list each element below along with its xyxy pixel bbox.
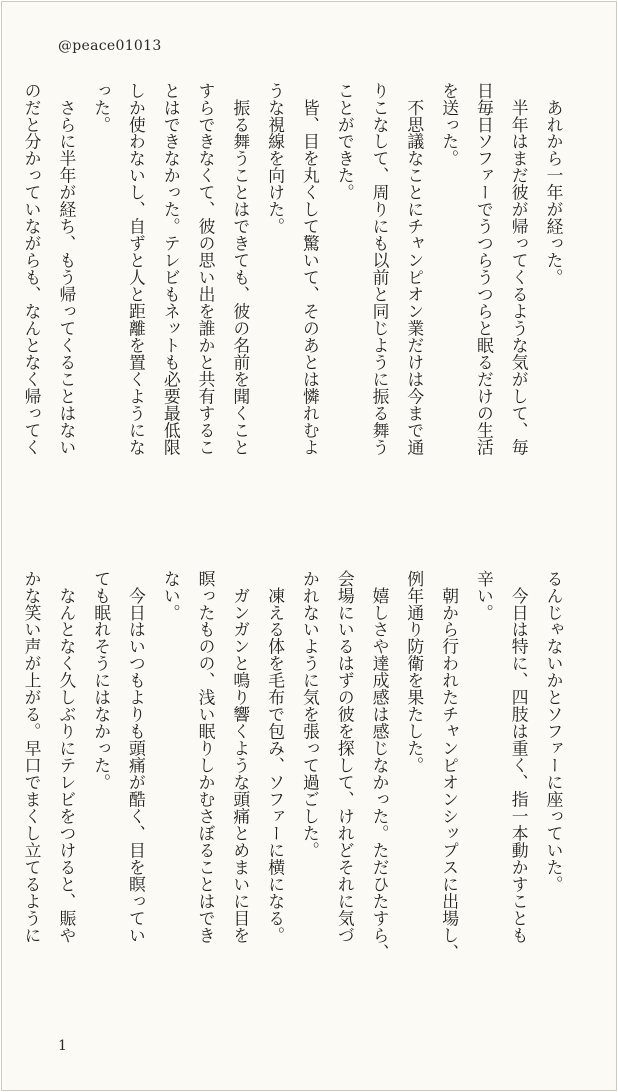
text-line: りこなして、周りにも以前と同じように振る舞う — [370, 82, 391, 456]
text-line: 会場にいるはずの彼を探して、けれどそれに気づ — [335, 570, 356, 944]
text-line: かれないように気を張って過ごした。 — [300, 570, 321, 859]
text-line: うな視線を向けた。 — [265, 82, 286, 235]
text-line: 不思議なことにチャンピオン業だけは今まで通 — [404, 82, 425, 456]
text-line: のだと分かっていながらも、なんとなく帰ってく — [22, 82, 43, 456]
text-line: かな笑い声が上がる。早口でまくし立てるように — [22, 570, 43, 944]
text-line: しか使わないし、自ずと人と距離を置くようにな — [126, 82, 147, 456]
bottom-text-block — [14, 570, 570, 1000]
text-line: すらできなくて、彼の思い出を誰かと共有するこ — [196, 82, 217, 456]
text-line: 嬉しさや達成感は感じなかった。ただひたすら、 — [370, 570, 391, 961]
text-line: 凍える体を毛布で包み、ソファーに横になる。 — [265, 570, 286, 944]
author-handle: @peace01013 — [58, 38, 162, 54]
text-line: 辛い。 — [474, 570, 495, 621]
text-line: なんとなく久しぶりにテレビをつけると、賑や — [56, 570, 77, 944]
text-line: 朝から行われたチャンピオンシップスに出場し、 — [439, 570, 460, 961]
text-line: 振る舞うことはできても、彼の名前を聞くこと — [230, 82, 251, 456]
text-line: 半年はまだ彼が帰ってくるような気がして、毎 — [509, 82, 530, 456]
text-line: あれから一年が経った。 — [544, 82, 564, 286]
text-line: ガンガンと鳴り響くような頭痛とめまいに目を — [230, 570, 251, 944]
page-number: 1 — [58, 1038, 67, 1054]
document-page — [1, 1, 617, 1091]
top-text-block — [14, 82, 570, 512]
text-line: さらに半年が経ち、もう帰ってくることはない — [56, 82, 77, 456]
text-line: 日毎日ソファーでうつらうつらと眠るだけの生活 — [474, 82, 495, 456]
text-line: 皆、目を丸くして驚いて、そのあとは憐れむよ — [300, 82, 321, 456]
text-line: 今日はいつもよりも頭痛が酷く、目を瞑ってい — [126, 570, 147, 944]
text-line: とはできなかった。テレビもネットも必要最低限 — [161, 82, 182, 456]
text-line: 今日は特に、四肢は重く、指一本動かすことも — [509, 570, 530, 944]
text-line: ない。 — [161, 570, 182, 621]
text-line: るんじゃないかとソファーに座っていた。 — [544, 570, 564, 893]
text-line: 瞑ったものの、浅い眠りしかむさぼることはでき — [196, 570, 217, 944]
text-line: を送った。 — [439, 82, 460, 167]
text-line: 例年通り防衛を果たした。 — [404, 570, 425, 774]
text-line: ても眠れそうにはなかった。 — [91, 570, 112, 791]
text-line: った。 — [91, 82, 112, 133]
text-line: ことができた。 — [335, 82, 356, 201]
